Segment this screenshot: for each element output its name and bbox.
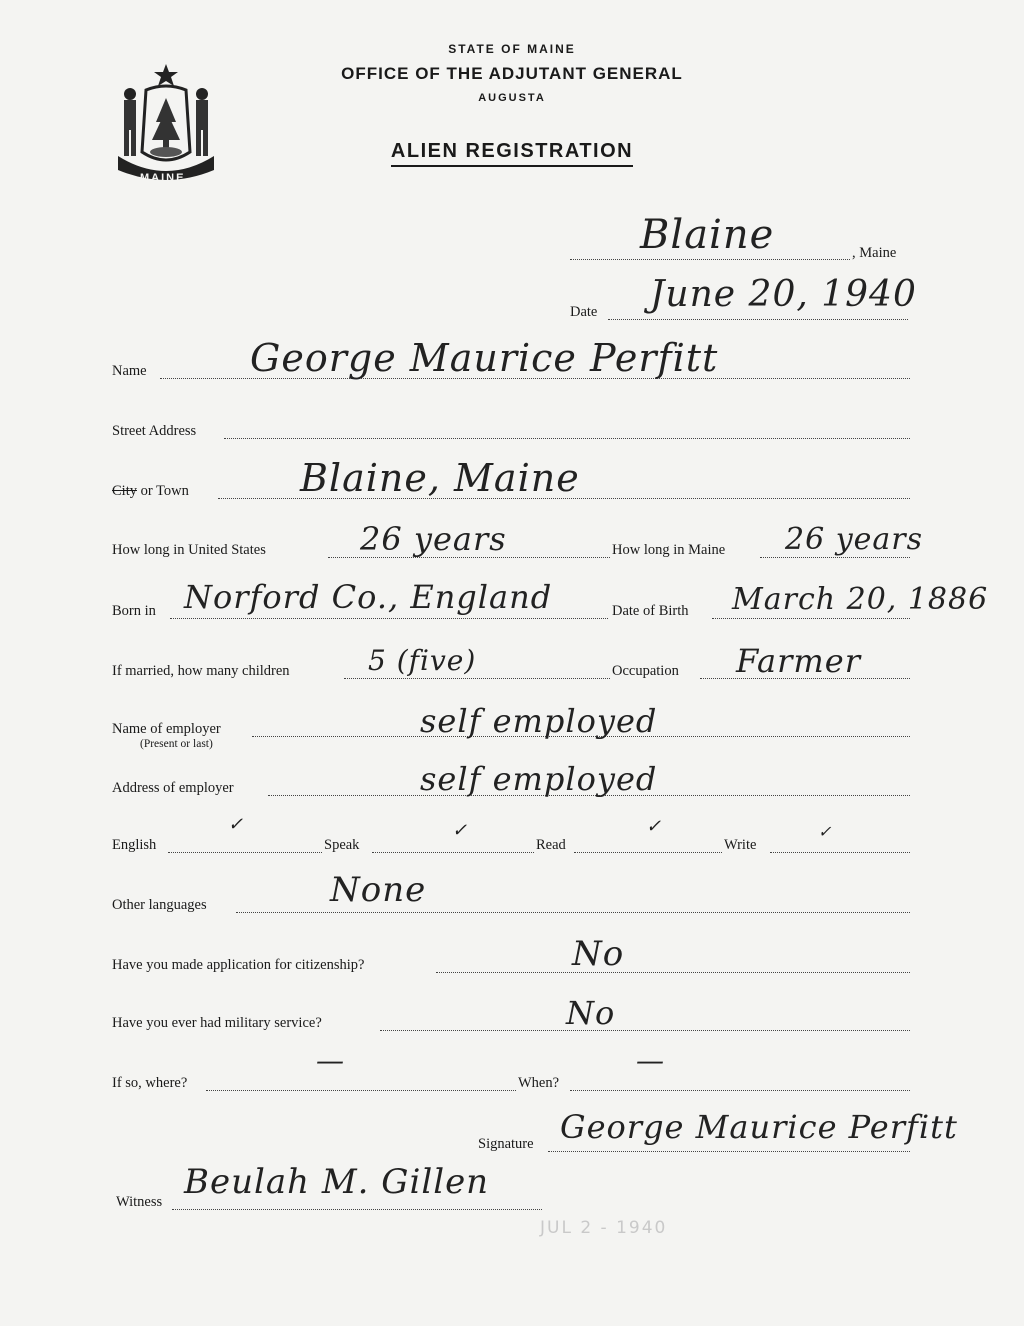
citizenship-value[interactable]: No: [572, 934, 625, 974]
employer-address-label: Address of employer: [112, 780, 234, 796]
place-value[interactable]: Blaine: [640, 212, 775, 258]
how-long-us-label: How long in United States: [112, 542, 266, 558]
military-label: Have you ever had military service?: [112, 1015, 322, 1031]
town-label: or Town: [140, 483, 189, 499]
occupation-label: Occupation: [612, 663, 679, 679]
name-value[interactable]: George Maurice Perfitt: [250, 336, 719, 380]
received-stamp: JUL 2 - 1940: [540, 1218, 668, 1238]
children-value[interactable]: 5 (five): [368, 644, 477, 677]
witness-line: [172, 1209, 542, 1210]
born-in-line: [170, 618, 608, 619]
english-line: [168, 852, 322, 853]
write-line: [770, 852, 910, 853]
occupation-value[interactable]: Farmer: [736, 642, 861, 680]
dob-value[interactable]: March 20, 1886: [732, 582, 989, 617]
how-long-maine-label: How long in Maine: [612, 542, 726, 558]
dob-line: [712, 618, 910, 619]
employer-sub-label: (Present or last): [140, 738, 213, 750]
military-value[interactable]: No: [566, 994, 616, 1032]
witness-value[interactable]: Beulah M. Gillen: [184, 1162, 490, 1202]
where-value[interactable]: —: [316, 1044, 345, 1077]
street-label: Street Address: [112, 423, 197, 439]
read-line: [574, 852, 722, 853]
date-label: Date: [570, 304, 598, 320]
town-label-group: [112, 483, 189, 500]
speak-line: [372, 852, 534, 853]
citizenship-line: [436, 972, 910, 973]
form-title: ALIEN REGISTRATION: [0, 140, 1024, 163]
signature-label: Signature: [478, 1136, 534, 1152]
citizenship-label: Have you made application for citizenship?: [112, 957, 365, 973]
english-label: English: [112, 837, 157, 853]
how-long-maine-line: [760, 557, 910, 558]
speak-label: Speak: [324, 837, 360, 853]
city-heading: AUGUSTA: [478, 92, 546, 104]
how-long-maine-value[interactable]: 26 years: [785, 522, 924, 557]
employer-address-value[interactable]: self employed: [420, 760, 658, 798]
where-label: If so, where?: [112, 1075, 188, 1091]
employer-label: Name of employer: [112, 721, 221, 737]
born-in-value[interactable]: Norford Co., England: [184, 578, 553, 616]
witness-label: Witness: [116, 1194, 163, 1210]
how-long-us-value[interactable]: 26 years: [360, 520, 507, 558]
name-label: Name: [112, 363, 147, 379]
place-line: [570, 259, 850, 260]
children-line: [344, 678, 610, 679]
speak-check[interactable]: ✓: [452, 820, 469, 841]
english-check[interactable]: ✓: [228, 814, 245, 835]
date-line: [608, 319, 908, 320]
other-lang-line: [236, 912, 910, 913]
dob-label: Date of Birth: [612, 603, 689, 619]
born-in-label: Born in: [112, 603, 156, 619]
employer-value[interactable]: self employed: [420, 702, 658, 740]
seal-label: MAINE: [140, 172, 186, 184]
other-lang-label: Other languages: [112, 897, 207, 913]
military-line: [380, 1030, 910, 1031]
when-value[interactable]: —: [636, 1044, 665, 1077]
when-label: When?: [518, 1075, 560, 1091]
read-check[interactable]: ✓: [646, 816, 663, 837]
signature-value[interactable]: George Maurice Perfitt: [560, 1108, 958, 1146]
city-struck-label: City: [112, 483, 137, 499]
date-value[interactable]: June 20, 1940: [650, 274, 917, 315]
state-heading: STATE OF MAINE: [448, 42, 576, 56]
signature-line: [548, 1151, 910, 1152]
maine-label: , Maine: [852, 245, 897, 261]
children-label: If married, how many children: [112, 663, 290, 679]
office-heading: OFFICE OF THE ADJUTANT GENERAL: [341, 64, 683, 83]
street-line: [224, 438, 910, 439]
read-label: Read: [536, 837, 566, 853]
write-label: Write: [724, 837, 757, 853]
write-check[interactable]: ✓: [818, 822, 833, 841]
town-value[interactable]: Blaine, Maine: [300, 456, 580, 500]
where-line: [206, 1090, 516, 1091]
when-line: [570, 1090, 910, 1091]
other-lang-value[interactable]: None: [330, 870, 427, 910]
